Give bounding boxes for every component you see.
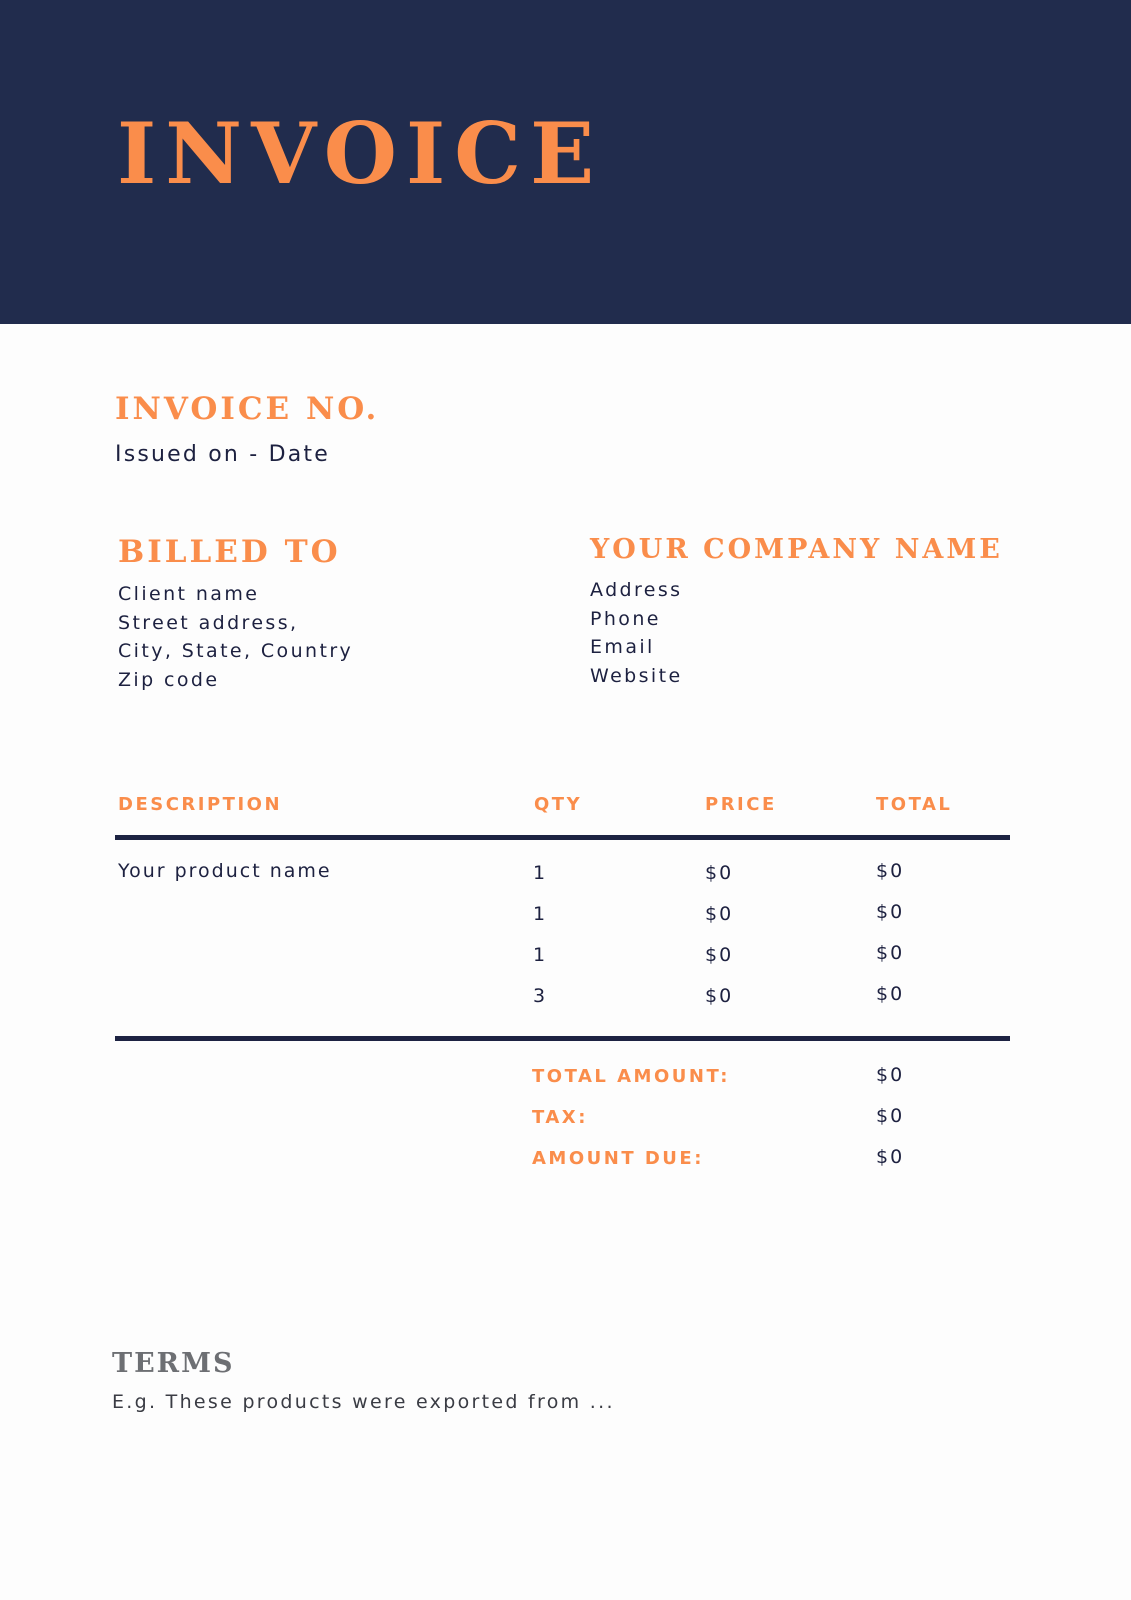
- row-1-total: $0: [876, 860, 905, 882]
- row-2-qty: 1: [533, 903, 548, 925]
- issued-date: Issued on - Date: [115, 442, 330, 467]
- header-banner: [0, 0, 1131, 324]
- col-header-qty: QTY: [534, 794, 583, 815]
- row-1-qty: 1: [533, 862, 548, 884]
- row-1-description: Your product name: [118, 860, 332, 882]
- table-top-divider: [115, 835, 1010, 840]
- billed-to-heading: BILLED TO: [118, 534, 341, 570]
- amount-due-label: AMOUNT DUE:: [532, 1148, 704, 1169]
- table-bottom-divider: [115, 1036, 1010, 1041]
- invoice-number-label: INVOICE NO.: [115, 391, 380, 427]
- col-header-description: DESCRIPTION: [118, 794, 283, 815]
- terms-heading: TERMS: [112, 1348, 235, 1379]
- billed-to-block: [118, 580, 353, 695]
- row-3-qty: 1: [533, 944, 548, 966]
- total-amount-value: $0: [876, 1064, 905, 1086]
- row-2-price: $0: [705, 903, 734, 925]
- col-header-price: PRICE: [705, 794, 777, 815]
- company-block: [590, 576, 683, 691]
- total-amount-label: TOTAL AMOUNT:: [532, 1066, 730, 1087]
- row-3-total: $0: [876, 942, 905, 964]
- amount-due-value: $0: [876, 1146, 905, 1168]
- street-address: Street address,: [118, 611, 299, 634]
- col-header-total: TOTAL: [876, 794, 953, 815]
- zip-code: Zip code: [118, 669, 220, 692]
- row-2-total: $0: [876, 901, 905, 923]
- tax-value: $0: [876, 1105, 905, 1127]
- terms-text: E.g. These products were exported from ...: [112, 1391, 615, 1413]
- row-4-price: $0: [705, 985, 734, 1007]
- tax-label: TAX:: [532, 1107, 588, 1128]
- company-email: Email: [590, 636, 655, 659]
- company-phone: Phone: [590, 607, 661, 630]
- city-state-country: City, State, Country: [118, 640, 354, 663]
- row-3-price: $0: [705, 944, 734, 966]
- row-1-price: $0: [705, 862, 734, 884]
- invoice-title: INVOICE: [117, 104, 604, 203]
- company-website: Website: [590, 665, 683, 688]
- client-name: Client name: [118, 583, 260, 605]
- row-4-total: $0: [876, 983, 905, 1005]
- company-name-heading: YOUR COMPANY NAME: [590, 534, 1003, 565]
- company-address: Address: [590, 579, 683, 601]
- row-4-qty: 3: [533, 985, 548, 1007]
